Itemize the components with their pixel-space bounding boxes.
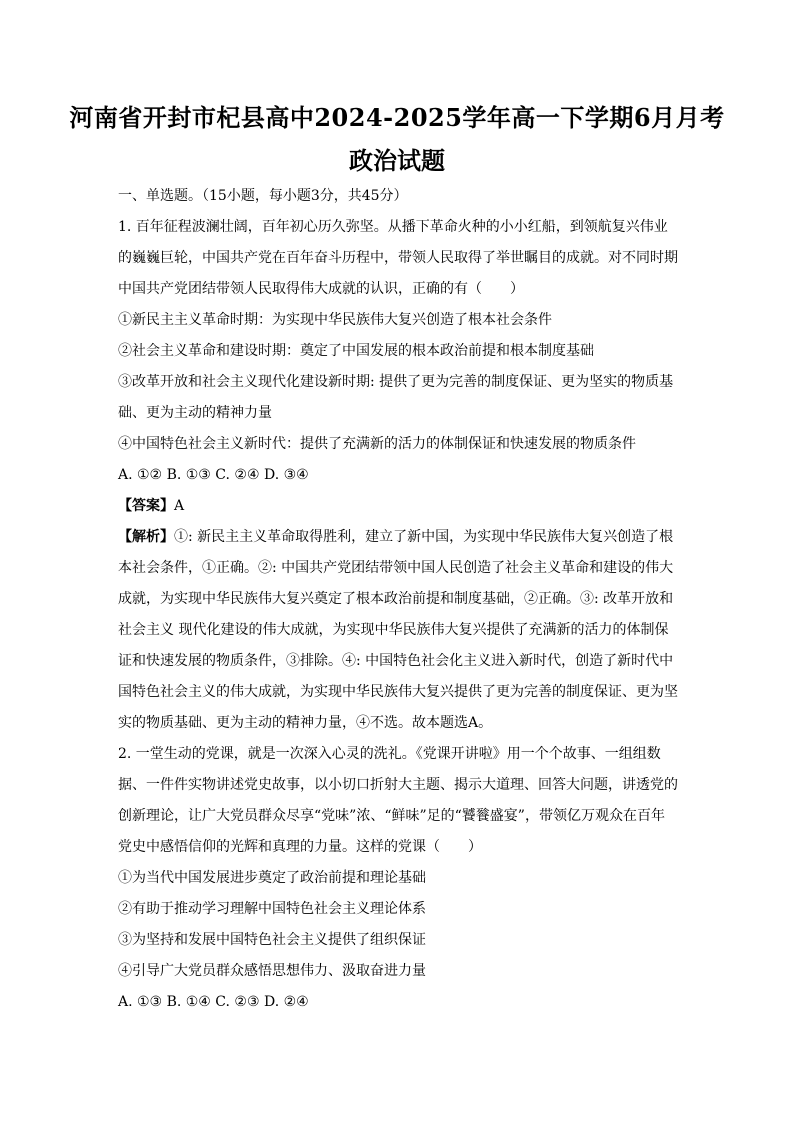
- answer-choices: A. ①③ B. ①④ C. ②③ D. ②④: [118, 994, 309, 1010]
- analysis-label: 【解析】: [118, 529, 174, 545]
- option-item: ①新民主主义革命时期：为实现中华民族伟大复兴创造了根本社会条件: [118, 312, 552, 328]
- option-item: ②社会主义革命和建设时期：奠定了中国发展的根本政治前提和根本制度基础: [118, 343, 594, 359]
- document-subtitle: 政治试题: [349, 146, 445, 175]
- option-item: ④中国特色社会主义新时代：提供了充满新的活力的体制保证和快速发展的物质条件: [118, 436, 636, 452]
- option-item: ④引导广大党员群众感悟思想伟力、汲取奋进力量: [118, 963, 426, 979]
- option-item: ①为当代中国发展进步奠定了政治前提和理论基础: [118, 870, 426, 886]
- option-item: ②有助于推动学习理解中国特色社会主义理论体系: [118, 901, 426, 917]
- question-1: [118, 212, 678, 739]
- document-body: [118, 181, 678, 1018]
- analysis-text: ①: 新民主主义革命取得胜利，建立了新中国，为实现中华民族伟大复兴创造了根本社会条件，①正确。②: 中国共产党团结带领中国人民创造了社会主义革命和建设的伟大成就，为实现中华民族伟大复兴奠定了根本政治前提和制度基础，②正确。③: 改革开放和社会主义 现代化建设的伟大成就，为实现中华民族伟大复兴提供了充满新的活力的体制保证和快速发展的物质条件，③排除。④: 中国特色社会化主义进入新时代，创造了新时代中国特色社会主义的伟大成就，为实现中华民族伟大复兴提供了更为完善的制度保证、更为坚实的物质基础、更为主动的精神力量，④不选。故本题选A。: [118, 529, 678, 731]
- section-heading: 一、单选题。（15小题，每小题3分，共45分）: [118, 188, 408, 204]
- question-stem: 2. 一堂生动的党课，就是一次深入心灵的洗礼。《党课开讲啦》用一个个故事、一组组数据、一件件实物讲述党史故事，以小切口折射大主题、揭示大道理、回答大问题，讲透党的创新理论，让广大党员群众尽享“党味”浓、“鲜味”足的“饕餮盛宴”，带领亿万观众在百年党史中感悟信仰的光辉和真理的力量。这样的党课（ ）: [118, 746, 678, 855]
- option-item: ③为坚持和发展中国特色社会主义提供了组织保证: [118, 932, 426, 948]
- answer-choices: A. ①② B. ①③ C. ②④ D. ③④: [118, 467, 309, 483]
- answer-value: A: [174, 498, 185, 514]
- answer-label: 【答案】: [118, 498, 174, 514]
- option-item: ③改革开放和社会主义现代化建设新时期: 提供了更为完善的制度保证、更为坚实的物质基础、更为主动的精神力量: [118, 374, 674, 421]
- document-title: 河南省开封市杞县高中2024-2025学年高一下学期6月月考: [69, 103, 725, 132]
- question-2: [118, 739, 678, 1018]
- analysis-block: [118, 522, 678, 739]
- question-stem: 1. 百年征程波澜壮阔，百年初心历久弥坚。从播下革命火种的小小红船，到领航复兴伟业的巍巍巨轮，中国共产党在百年奋斗历程中，带领人民取得了举世瞩目的成就。对不同时期中国共产党团结带领人民取得伟大成就的认识，正确的有（ ）: [118, 219, 678, 297]
- answer-line: [118, 491, 678, 522]
